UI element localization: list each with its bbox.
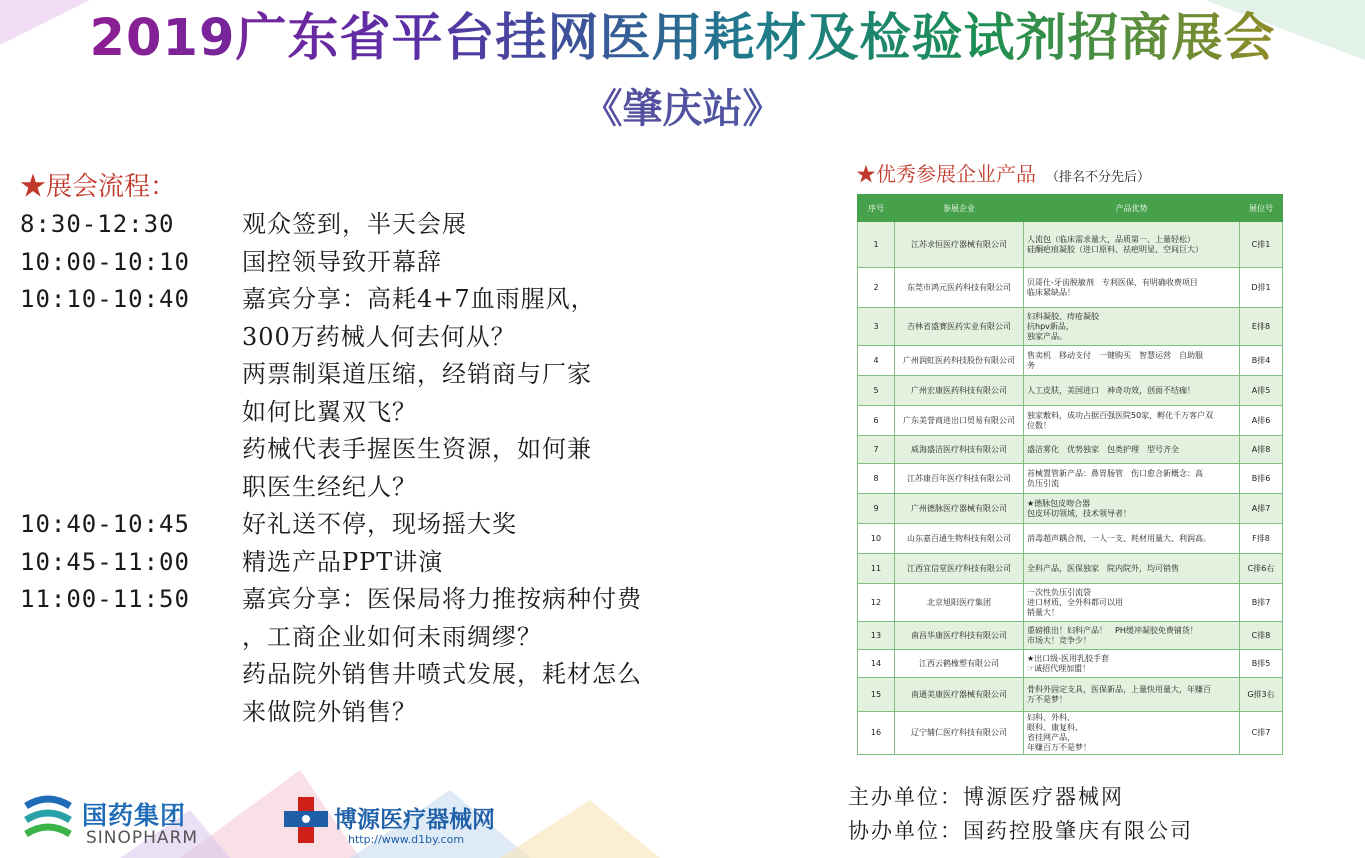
cell-advantage: [1024, 584, 1240, 622]
sinopharm-name-cn: 国药集团: [82, 801, 187, 830]
cell-advantage: [1024, 650, 1240, 678]
col-header-company: 参展企业: [895, 195, 1024, 222]
cell-booth: B排7: [1240, 584, 1283, 622]
advantage-line: 临床紧缺品！: [1027, 287, 1075, 297]
schedule-time: 10:00-10:10: [20, 247, 190, 276]
advantage-line: 硅酮疤痕凝胶（进口原料、祛疤明显、空间巨大）: [1027, 244, 1203, 254]
cell-company: 吉林省盛赛医药实业有限公司: [895, 308, 1024, 346]
cell-advantage: [1024, 622, 1240, 650]
schedule-row: [20, 469, 810, 507]
schedule-row: [20, 656, 810, 694]
advantage-line: 重磅推出！妇科产品！ PH缓冲凝胶免费铺货！: [1027, 625, 1198, 635]
cell-advantage: [1024, 464, 1240, 494]
advantage-line: 市场大！竞争少！: [1027, 635, 1091, 645]
advantage-line: 独家敷料，成功占据百强医院50家，孵化千万客户双: [1027, 410, 1214, 420]
advantage-line: 首械置管新产品：鼻胃肠管 伤口愈合新概念：高: [1027, 468, 1203, 478]
table-row: [858, 494, 1283, 524]
cell-no: 13: [858, 622, 895, 650]
cell-company: 广州德脉医疗器械有限公司: [895, 494, 1024, 524]
cell-no: 14: [858, 650, 895, 678]
advantage-line: 全科产品，医保独家 院内院外，均可销售: [1027, 563, 1179, 573]
advantage-line: 骨科外固定支具，医保新品，上量快用量大，年赚百: [1027, 684, 1211, 694]
schedule-time: [20, 319, 242, 357]
sinopharm-emblem-icon: [22, 792, 74, 848]
boyuan-logo: [282, 795, 495, 855]
advantage-line: 年赚百万不是梦！: [1027, 743, 1091, 752]
cell-advantage: [1024, 554, 1240, 584]
cell-no: 12: [858, 584, 895, 622]
cell-company: 江西云鹤橡塑有限公司: [895, 650, 1024, 678]
advantage-line: 妇科、外科、: [1027, 713, 1075, 722]
cell-no: 10: [858, 524, 895, 554]
cell-no: 15: [858, 678, 895, 712]
schedule-row: [20, 281, 810, 319]
schedule-desc: 两票制渠道压缩，经销商与厂家: [242, 360, 592, 388]
col-header-no: 序号: [858, 195, 895, 222]
schedule-heading: ★展会流程：: [20, 172, 177, 202]
table-row: [858, 554, 1283, 584]
schedule-row: [20, 206, 810, 244]
cell-advantage: [1024, 308, 1240, 346]
cell-booth: C排6右: [1240, 554, 1283, 584]
table-row: [858, 678, 1283, 712]
cell-no: 9: [858, 494, 895, 524]
schedule-time: [20, 656, 242, 694]
advantage-line: 务: [1027, 360, 1035, 370]
schedule-desc: 好礼送不停，现场摇大奖: [242, 510, 517, 538]
schedule-time: [20, 356, 242, 394]
advantage-line: 销量大！: [1027, 607, 1059, 617]
cell-no: 16: [858, 712, 895, 755]
advantage-line: ★出口级-医用乳胶手套: [1027, 653, 1110, 663]
cell-company: 东莞市鸿元医药科技有限公司: [895, 268, 1024, 308]
schedule-row: [20, 319, 810, 357]
advantage-line: 万不是梦！: [1027, 694, 1067, 704]
table-row: [858, 524, 1283, 554]
page-title: 2019广东省平台挂网医用耗材及检验试剂招商展会: [0, 8, 1365, 70]
medical-cross-icon: [282, 795, 332, 851]
co-organizer: 协办单位：国药控股肇庆有限公司: [848, 819, 1193, 843]
cell-advantage: [1024, 376, 1240, 406]
schedule-time: [20, 694, 242, 732]
cell-advantage: [1024, 406, 1240, 436]
schedule-desc: 观众签到，半天会展: [242, 210, 467, 238]
host-organizer: 主办单位：博源医疗器械网: [848, 785, 1124, 809]
cell-advantage: [1024, 494, 1240, 524]
advantage-line: 负压引流: [1027, 478, 1059, 488]
cell-booth: A排8: [1240, 436, 1283, 464]
advantage-line: 位数！: [1027, 420, 1051, 430]
table-row: [858, 464, 1283, 494]
cell-booth: B排5: [1240, 650, 1283, 678]
cell-booth: F排8: [1240, 524, 1283, 554]
cell-company: 南通美康医疗器械有限公司: [895, 678, 1024, 712]
table-row: [858, 376, 1283, 406]
cell-no: 6: [858, 406, 895, 436]
table-header-row: [858, 195, 1283, 222]
cell-company: 广州润虹医药科技股份有限公司: [895, 346, 1024, 376]
advantage-line: 包皮环切领域，技术领导者！: [1027, 508, 1131, 518]
schedule-row: [20, 394, 810, 432]
schedule-time: 10:10-10:40: [20, 285, 190, 313]
cell-advantage: [1024, 346, 1240, 376]
schedule-desc: 嘉宾分享：医保局将力推按病种付费: [242, 585, 642, 613]
cell-no: 2: [858, 268, 895, 308]
advantage-line: 进口材质，全外科都可以用: [1027, 597, 1123, 607]
sinopharm-name-en: SINOPHARM: [86, 828, 199, 848]
schedule-list: [20, 206, 810, 731]
cell-no: 3: [858, 308, 895, 346]
cell-company: 威海盛洁医疗科技有限公司: [895, 436, 1024, 464]
advantage-line: 人流包（临床需求量大，品质第一、上量轻松）: [1027, 234, 1195, 244]
schedule-desc: 300万药械人何去何从？: [242, 322, 516, 351]
schedule-row: [20, 581, 810, 619]
advantage-line: 抗hpv新品，: [1027, 321, 1074, 331]
advantage-line: 妇科凝胶、痔疮凝胶: [1027, 311, 1099, 321]
schedule-row: [20, 431, 810, 469]
cell-advantage: [1024, 712, 1240, 755]
cell-company: 广州宏康医药科技有限公司: [895, 376, 1024, 406]
cell-booth: C排1: [1240, 222, 1283, 268]
cell-advantage: [1024, 436, 1240, 464]
cell-no: 8: [858, 464, 895, 494]
cell-company: 山东嘉百通生物科技有限公司: [895, 524, 1024, 554]
schedule-desc: 来做院外销售？: [242, 697, 417, 726]
cell-booth: C排7: [1240, 712, 1283, 755]
sinopharm-logo: [22, 792, 199, 852]
schedule-desc: 精选产品PPT讲演: [242, 547, 444, 576]
table-row: [858, 406, 1283, 436]
cell-no: 5: [858, 376, 895, 406]
schedule-desc: 国控领导致开幕辞: [242, 247, 442, 276]
schedule-row: [20, 356, 810, 394]
schedule-time: [20, 469, 242, 507]
table-row: [858, 584, 1283, 622]
schedule-desc: 药械代表手握医生资源，如何兼: [242, 435, 592, 463]
cell-booth: A排7: [1240, 494, 1283, 524]
advantage-line: 售卖机 移动支付 一键购买 智慧运营 自助服: [1027, 350, 1203, 360]
schedule-time: [20, 431, 242, 469]
table-row: [858, 650, 1283, 678]
page-subtitle: 《肇庆站》: [0, 84, 1365, 134]
cell-company: 江苏求恒医疗器械有限公司: [895, 222, 1024, 268]
col-header-advantage: 产品优势: [1024, 195, 1240, 222]
schedule-time: 10:45-11:00: [20, 547, 190, 576]
cell-booth: C排8: [1240, 622, 1283, 650]
table-row: [858, 308, 1283, 346]
cell-booth: G排3右: [1240, 678, 1283, 712]
advantage-line: 一次性负压引流袋: [1027, 587, 1091, 597]
schedule-time: [20, 394, 242, 432]
cell-advantage: [1024, 222, 1240, 268]
boyuan-name: 博源医疗器械网: [334, 807, 495, 833]
schedule-desc: 职医生经纪人？: [242, 472, 417, 501]
table-row: [858, 622, 1283, 650]
cell-booth: D排1: [1240, 268, 1283, 308]
advantage-line: 贝哥仕-牙齿脱敏剂 专利医保、有明确收费项目: [1027, 277, 1198, 287]
schedule-time: 10:40-10:45: [20, 510, 190, 538]
cell-booth: B排6: [1240, 464, 1283, 494]
schedule-row: [20, 506, 810, 544]
advantage-line: ★德脉包皮吻合器: [1027, 498, 1091, 508]
products-heading-note: （排名不分先后）: [1046, 170, 1151, 185]
cell-no: 11: [858, 554, 895, 584]
schedule-time: 11:00-11:50: [20, 585, 190, 613]
cell-company: 广东美誉商进出口贸易有限公司: [895, 406, 1024, 436]
cell-no: 1: [858, 222, 895, 268]
products-table: [857, 194, 1283, 755]
cell-company: 辽宁辅仁医疗科技有限公司: [895, 712, 1024, 755]
cell-no: 7: [858, 436, 895, 464]
cell-company: 北京旭阳医疗集团: [895, 584, 1024, 622]
advantage-line: 消毒超声耦合剂、一人一支、耗材用量大、利润高。: [1027, 533, 1211, 543]
advantage-line: 盛洁雾化 优势独家 包类护理 型号齐全: [1027, 444, 1179, 454]
schedule-row: [20, 619, 810, 657]
cell-booth: B排4: [1240, 346, 1283, 376]
cell-booth: A排5: [1240, 376, 1283, 406]
advantage-line: 人工皮肤，美国进口 神奇功效，创面不结痂！: [1027, 385, 1195, 395]
cell-booth: E排8: [1240, 308, 1283, 346]
cell-company: 江西宜信堂医疗科技有限公司: [895, 554, 1024, 584]
table-row: [858, 346, 1283, 376]
schedule-desc: 如何比翼双飞？: [242, 397, 417, 426]
boyuan-url: http://www.d1by.com: [348, 833, 465, 846]
cell-company: 南昌华康医疗科技有限公司: [895, 622, 1024, 650]
products-heading: [856, 158, 1150, 187]
cell-advantage: [1024, 268, 1240, 308]
schedule-row: [20, 244, 810, 282]
cell-advantage: [1024, 678, 1240, 712]
col-header-booth: 展位号: [1240, 195, 1283, 222]
schedule-desc: 嘉宾分享：高耗4+7血雨腥风，: [242, 285, 596, 313]
advantage-line: ☞诚招代理加盟！: [1027, 663, 1091, 673]
schedule-row: [20, 694, 810, 732]
cell-no: 4: [858, 346, 895, 376]
advantage-line: 眼科、康复科、: [1027, 723, 1083, 732]
schedule-time: [20, 619, 242, 657]
products-heading-text: ★优秀参展企业产品: [856, 162, 1036, 186]
cell-advantage: [1024, 524, 1240, 554]
table-row: [858, 222, 1283, 268]
table-row: [858, 712, 1283, 755]
table-row: [858, 268, 1283, 308]
cell-company: 江苏康百年医疗科技有限公司: [895, 464, 1024, 494]
schedule-desc: 药品院外销售井喷式发展，耗材怎么: [242, 660, 642, 688]
schedule-time: 8:30-12:30: [20, 210, 175, 238]
advantage-line: 省挂网产品，: [1027, 733, 1075, 742]
schedule-row: [20, 544, 810, 582]
advantage-line: 独家产品。: [1027, 331, 1067, 341]
schedule-desc: ，工商企业如何未雨绸缪？: [242, 622, 542, 651]
table-row: [858, 436, 1283, 464]
cell-booth: A排6: [1240, 406, 1283, 436]
